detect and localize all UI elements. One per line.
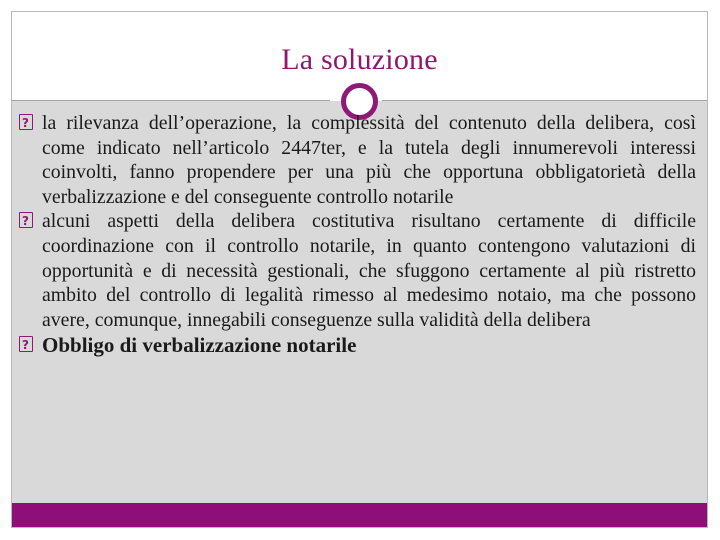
bullet-item	[19, 111, 696, 209]
slide-title: La soluzione	[281, 43, 438, 76]
bullet-text: la rilevanza dell’operazione, la complessità del contenuto della delibera, così come indicato nell’articolo 2447ter, e la tutela degli innumerevoli interessi coinvolti, fanno propendere per una più che opportuna obbligatorietà della verbalizzazione e del conseguente controllo notarile	[42, 112, 696, 208]
title-divider-left	[12, 100, 330, 101]
missing-glyph-box-icon	[19, 114, 33, 130]
title-divider-right	[382, 100, 707, 101]
bullet-text: alcuni aspetti della delibera costitutiva risultano certamente di difficile coordinazione con il controllo notarile, in quanto contengono valutazioni di opportunità e di necessità gestionali, che sfuggono certamente al più ristretto ambito del controllo di legalità rimesso al medesimo notaio, ma che possono avere, comunque, innegabili conseguenze sulla validità della delibera	[42, 210, 696, 331]
footer-bar	[12, 503, 707, 527]
missing-glyph-box-icon	[19, 212, 33, 228]
bullet-text: Obbligo di verbalizzazione notarile	[42, 333, 357, 358]
bullet-list	[19, 111, 696, 358]
bullet-item-emphasis	[19, 333, 696, 358]
missing-glyph-box-icon	[19, 336, 33, 352]
bullet-item	[19, 209, 696, 332]
